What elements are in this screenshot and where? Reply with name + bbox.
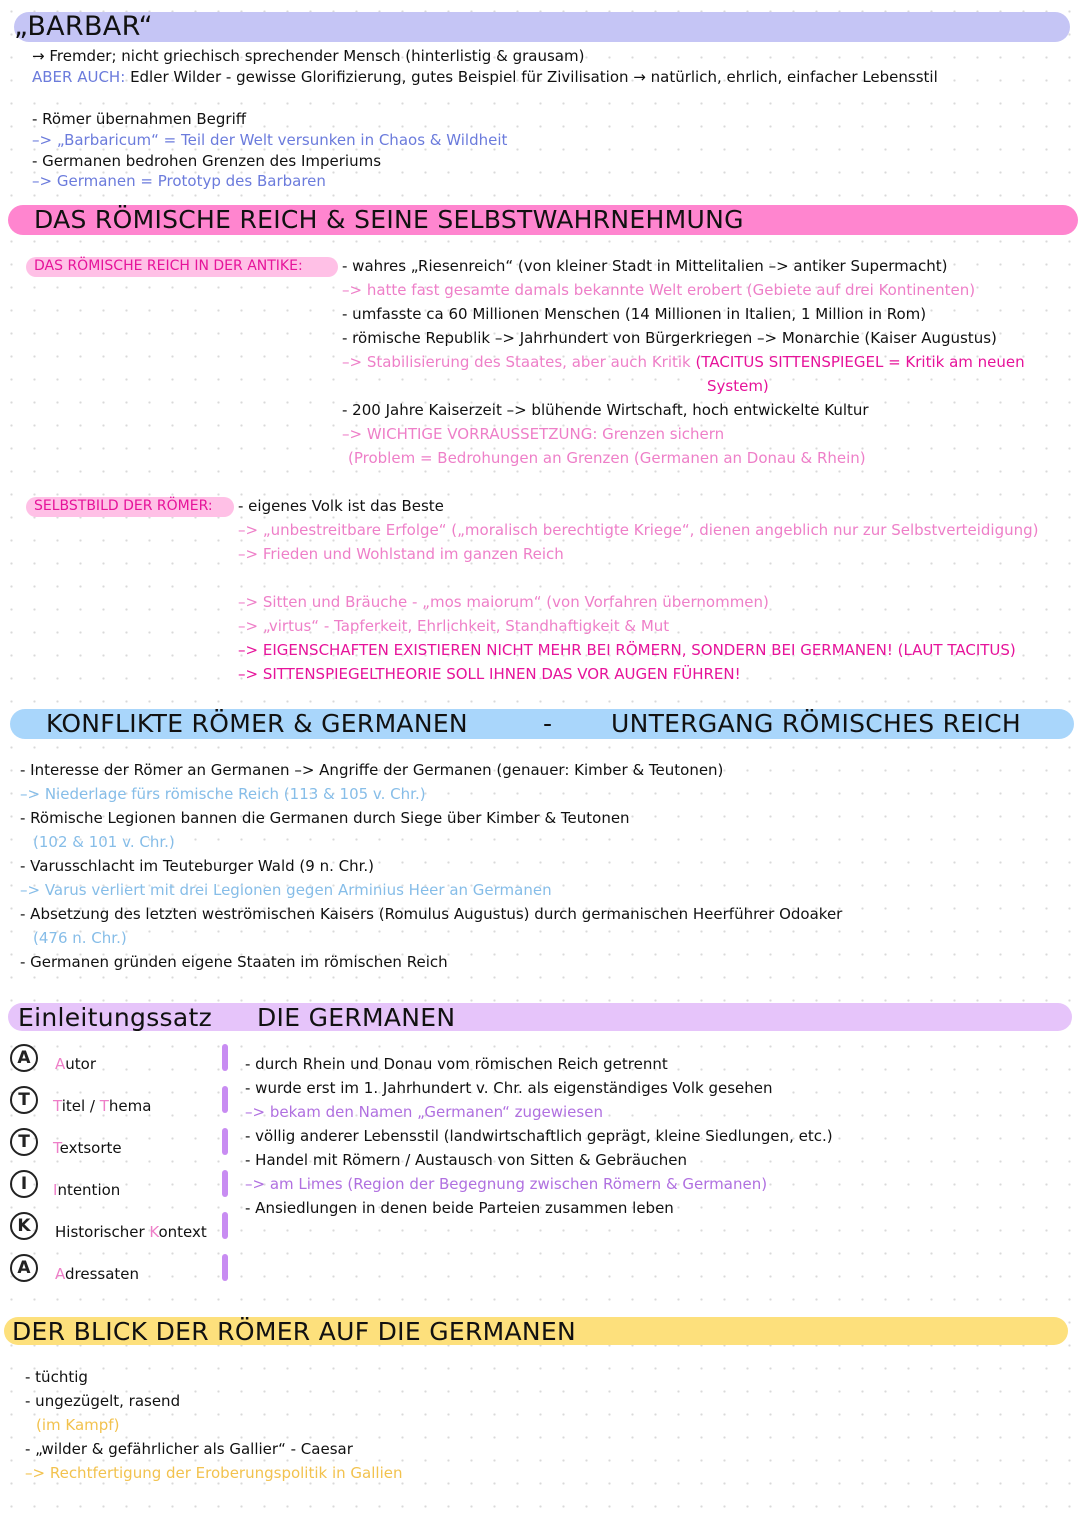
einleitung-item-intention-rest: ntention (57, 1181, 121, 1199)
divider-bar-3 (222, 1128, 228, 1155)
divider-bar-2 (222, 1086, 228, 1113)
selbst-line-6: –> EIGENSCHAFTEN EXISTIEREN NICHT MEHR BEI RÖMERN, SONDERN BEI GERMANEN! (LAUT TACITUS) (238, 641, 1016, 659)
selbst-line-7: –> SITTENSPIEGELTHEORIE SOLL IHNEN DAS VOR AUGEN FÜHREN! (238, 665, 741, 683)
antike-line-2: –> hatte fast gesamte damals bekannte Welt erobert (Gebiete auf drei Kontinenten) (342, 281, 976, 299)
antike-line-5b: (TACITUS SITTENSPIEGEL = Kritik am neuen (695, 353, 1025, 371)
letter-a-circle-icon: A (10, 1044, 38, 1072)
antike-label: DAS RÖMISCHE REICH IN DER ANTIKE: (34, 258, 303, 274)
antike-line-5a: –> Stabilisierung des Staates, aber auch Kritik (342, 353, 691, 371)
einleitung-item-autor-rest: utor (65, 1055, 96, 1073)
konflikte-heading-dash: - (543, 709, 553, 738)
selbst-line-2: –> „unbestreitbare Erfolge“ („moralisch berechtigte Kriege“, dienen angeblich nur zur Selbstverteidigung) (238, 521, 1039, 539)
konflikte-line-4: (102 & 101 v. Chr.) (33, 833, 175, 851)
germanen-line-3: –> bekam den Namen „Germanen“ zugewiesen (245, 1103, 603, 1121)
blick-line-2: - ungezügelt, rasend (25, 1392, 181, 1410)
barbar-line-3: - Römer übernahmen Begriff (32, 110, 247, 128)
antike-line-5c: System) (707, 377, 769, 395)
einleitung-item-adressaten-initial: A (55, 1265, 65, 1283)
konflikte-line-5: - Varusschlacht im Teuteburger Wald (9 n. Chr.) (20, 857, 375, 875)
einleitung-item-adressaten-rest: dressaten (65, 1265, 140, 1283)
barbar-line-6: –> Germanen = Prototyp des Barbaren (32, 172, 326, 190)
einleitung-item-kontext-end: ontext (158, 1223, 207, 1241)
barbar-line-1: → Fremder; nicht griechisch sprechender Mensch (hinterlistig & grausam) (32, 47, 585, 65)
konflikte-line-9: - Germanen gründen eigene Staaten im römischen Reich (20, 953, 448, 971)
divider-bar-1 (222, 1044, 228, 1071)
selbst-line-1: - eigenes Volk ist das Beste (238, 497, 444, 515)
einleitung-item-kontext (55, 1222, 207, 1242)
letter-t-circle-icon: T (10, 1128, 38, 1156)
selbst-line-3: –> Frieden und Wohlstand im ganzen Reich (238, 545, 564, 563)
konflikte-line-2: –> Niederlage fürs römische Reich (113 & 105 v. Chr.) (20, 785, 426, 803)
einleitung-item-intention (53, 1180, 120, 1200)
divider-bar-4 (222, 1170, 228, 1197)
selbst-line-4: –> Sitten und Bräuche - „mos maiorum“ (von Vorfahren übernommen) (238, 593, 769, 611)
antike-line-5 (342, 352, 1025, 372)
konflikte-heading-right: UNTERGANG RÖMISCHES REICH (611, 709, 1021, 738)
letter-k-circle-icon: K (10, 1212, 38, 1240)
blick-line-3: (im Kampf) (36, 1416, 120, 1434)
germanen-line-6: –> am Limes (Region der Begegnung zwischen Römern & Germanen) (245, 1175, 768, 1193)
konflikte-line-3: - Römische Legionen bannen die Germanen durch Siege über Kimber & Teutonen (20, 809, 630, 827)
germanen-heading: DIE GERMANEN (257, 1003, 456, 1032)
einleitung-item-adressaten (55, 1264, 139, 1284)
divider-bar-5 (222, 1212, 228, 1239)
antike-line-6: - 200 Jahre Kaiserzeit –> blühende Wirtschaft, hoch entwickelte Kultur (342, 401, 869, 419)
einleitung-item-titel (53, 1096, 151, 1116)
germanen-line-4: - völlig anderer Lebensstil (landwirtschaftlich geprägt, kleine Siedlungen, etc.) (245, 1127, 833, 1145)
blick-line-1: - tüchtig (25, 1368, 88, 1386)
germanen-line-7: - Ansiedlungen in denen beide Parteien zusammen leben (245, 1199, 674, 1217)
antike-line-8: (Problem = Bedrohungen an Grenzen (Germanen an Donau & Rhein) (348, 449, 866, 467)
einleitung-item-textsorte-initial: T (53, 1139, 60, 1157)
selbst-label: SELBSTBILD DER RÖMER: (34, 498, 213, 514)
letter-t-circle-icon: T (10, 1086, 38, 1114)
blick-heading: DER BLICK DER RÖMER AUF DIE GERMANEN (12, 1317, 577, 1346)
blick-line-5: –> Rechtfertigung der Eroberungspolitik in Gallien (25, 1464, 403, 1482)
germanen-line-1: - durch Rhein und Donau vom römischen Reich getrennt (245, 1055, 668, 1073)
einleitung-item-textsorte-rest: extsorte (59, 1139, 122, 1157)
barbar-line-2-text: Edler Wilder - gewisse Glorifizierung, gutes Beispiel für Zivilisation → natürlich, ehrlich, einfacher Lebensstil (130, 68, 938, 86)
einleitung-heading: Einleitungssatz (18, 1003, 213, 1032)
konflikte-heading-left: KONFLIKTE RÖMER & GERMANEN (46, 709, 468, 738)
konflikte-line-7: - Absetzung des letzten weströmischen Kaisers (Romulus Augustus) durch germanischen Heerführer Odoaker (20, 905, 843, 923)
germanen-line-2: - wurde erst im 1. Jahrhundert v. Chr. als eigenständiges Volk gesehen (245, 1079, 773, 1097)
konflikte-line-6: –> Varus verliert mit drei Legionen gegen Arminius Heer an Germanen (20, 881, 552, 899)
barbar-line-2 (32, 67, 938, 87)
konflikte-line-1: - Interesse der Römer an Germanen –> Angriffe der Germanen (genauer: Kimber & Teutonen) (20, 761, 724, 779)
einleitung-item-textsorte (53, 1138, 122, 1158)
barbar-line-4: –> „Barbaricum“ = Teil der Welt versunken in Chaos & Wildheit (32, 131, 508, 149)
selbst-line-5: –> „virtus“ - Tapferkeit, Ehrlichkeit, Standhaftigkeit & Mut (238, 617, 670, 635)
antike-line-4: - römische Republik –> Jahrhundert von Bürgerkriegen –> Monarchie (Kaiser Augustus) (342, 329, 997, 347)
einleitung-item-titel-rest: itel / (61, 1097, 100, 1115)
roman-heading: DAS RÖMISCHE REICH & SEINE SELBSTWAHRNEHMUNG (34, 205, 744, 234)
antike-line-1: - wahres „Riesenreich“ (von kleiner Stadt in Mittelitalien –> antiker Supermacht) (342, 257, 948, 275)
antike-line-3: - umfasste ca 60 Millionen Menschen (14 Millionen in Italien, 1 Million in Rom) (342, 305, 927, 323)
barbar-heading-band (14, 12, 1070, 42)
konflikte-line-8: (476 n. Chr.) (33, 929, 127, 947)
letter-a-circle-icon: A (10, 1254, 38, 1282)
germanen-line-5: - Handel mit Römern / Austausch von Sitten & Gebräuchen (245, 1151, 688, 1169)
einleitung-item-intention-initial: I (53, 1181, 58, 1199)
barbar-line-5: - Germanen bedrohen Grenzen des Imperiums (32, 152, 382, 170)
einleitung-item-kontext-rest: Historischer (55, 1223, 150, 1241)
einleitung-item-autor-initial: A (55, 1055, 66, 1073)
barbar-line-2-prefix: ABER AUCH: (32, 68, 126, 86)
letter-i-circle-icon: I (10, 1170, 38, 1198)
einleitung-item-titel-initial: T (53, 1097, 62, 1115)
einleitung-item-autor (55, 1054, 96, 1074)
einleitung-item-thema-rest: hema (108, 1097, 152, 1115)
barbar-title: „BARBAR“ (14, 11, 153, 42)
einleitung-item-kontext-initial: K (149, 1223, 159, 1241)
divider-bar-6 (222, 1254, 228, 1281)
einleitung-item-thema-initial: T (99, 1097, 109, 1115)
blick-line-4: - „wilder & gefährlicher als Gallier“ - Caesar (25, 1440, 353, 1458)
antike-line-7: –> WICHTIGE VORRAUSSETZUNG: Grenzen sichern (342, 425, 725, 443)
